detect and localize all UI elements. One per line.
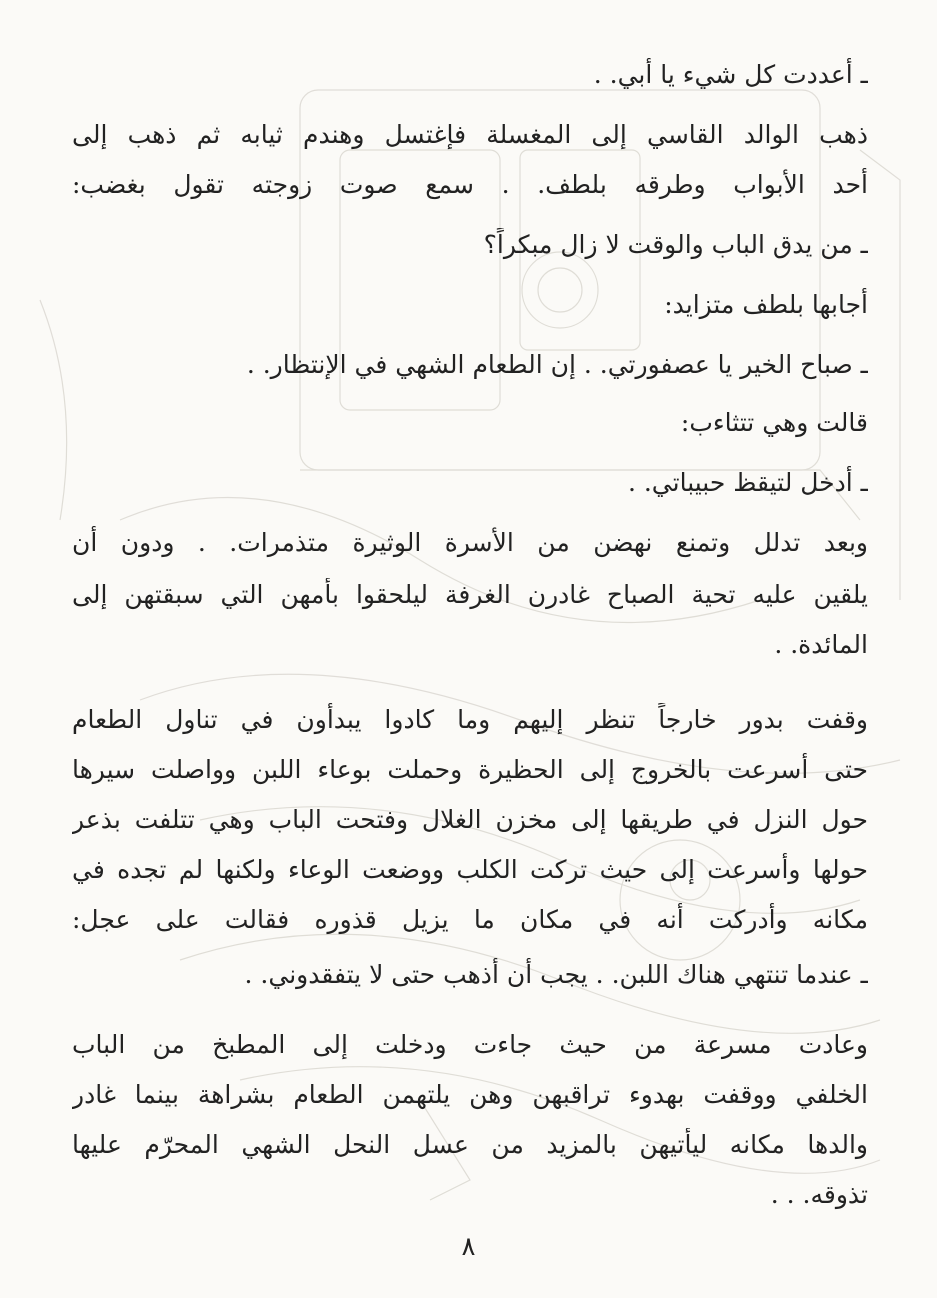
text-line: ـ أدخل لتيقظ حبيباتي. . [627, 468, 868, 497]
text-line: تذوقه. . . [770, 1180, 868, 1209]
text-line: قالت وهي تتثاءب: [680, 408, 868, 437]
text-line: ـ صباح الخير يا عصفورتي. . إن الطعام الشهي في الإنتظار. . [246, 350, 868, 379]
text-line: الخلفي ووقفت بهدوء تراقبهن وهن يلتهمن الطعام بشراهة بينما غادر [72, 1080, 868, 1109]
text-line: حتى أسرعت بالخروج إلى الحظيرة وحملت بوعاء اللبن وواصلت سيرها [72, 755, 868, 784]
text-line: وبعد تدلل وتمنع نهضن من الأسرة الوثيرة متذمرات. . ودون أن [72, 528, 868, 557]
page-number: ٨ [461, 1232, 476, 1262]
text-line: حولها وأسرعت إلى حيث تركت الكلب ووضعت الوعاء ولكنها لم تجده في [72, 855, 868, 884]
text-line: وقفت بدور خارجاً تنظر إليهم وما كادوا يبدأون في تناول الطعام [72, 705, 868, 734]
text-line: يلقين عليه تحية الصباح غادرن الغرفة ليلحقوا بأمهن التي سبقتهن إلى [72, 580, 868, 609]
text-line: أجابها بلطف متزايد: [664, 290, 868, 319]
text-line: حول النزل في طريقها إلى مخزن الغلال وفتحت الباب وهي تتلفت بذعر [72, 805, 868, 834]
text-line: المائدة. . [774, 630, 868, 659]
text-line: ـ من يدق الباب والوقت لا زال مبكراً؟ [483, 230, 868, 259]
text-line: مكانه وأدركت أنه في مكان ما يزيل قذوره فقالت على عجل: [72, 905, 868, 934]
text-line: أحد الأبواب وطرقه بلطف. . سمع صوت زوجته تقول بغضب: [72, 170, 868, 199]
text-line: وعادت مسرعة من حيث جاءت ودخلت إلى المطبخ من الباب [72, 1030, 868, 1059]
text-line: ـ أعددت كل شيء يا أبي. . [593, 60, 868, 89]
text-line: ذهب الوالد القاسي إلى المغسلة فإغتسل وهندم ثيابه ثم ذهب إلى [72, 120, 868, 149]
text-line: والدها مكانه ليأتيهن بالمزيد من عسل النحل الشهي المحرّم عليها [72, 1130, 868, 1159]
text-line: ـ عندما تنتهي هناك اللبن. . يجب أن أذهب حتى لا يتفقدوني. . [244, 960, 868, 989]
